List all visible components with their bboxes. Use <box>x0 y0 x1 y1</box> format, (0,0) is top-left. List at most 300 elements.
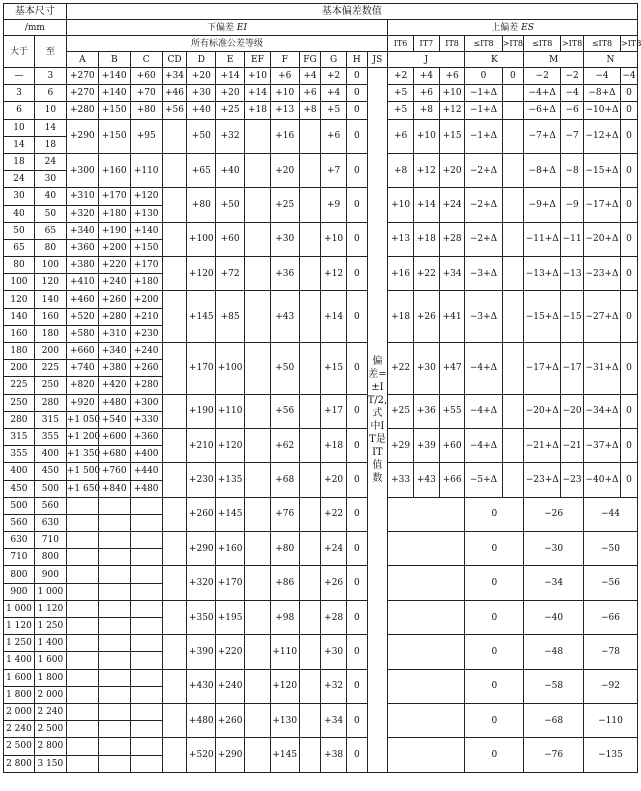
size-over: 900 <box>4 583 35 600</box>
dev-j7: +39 <box>413 428 439 462</box>
dev-j6: +10 <box>388 188 414 222</box>
dev-g: +6 <box>321 119 347 153</box>
size-to: 14 <box>34 119 66 136</box>
dev-fg <box>299 428 321 462</box>
dev-ef: +18 <box>245 102 271 119</box>
dev-e: +290 <box>216 738 245 772</box>
dev-c: +240 <box>130 343 162 360</box>
dev-fg <box>299 188 321 222</box>
dev-b: +150 <box>98 119 130 153</box>
dev-j8: +55 <box>439 394 465 428</box>
size-to: 450 <box>34 463 66 480</box>
dev-h: 0 <box>347 343 368 395</box>
dev-j6: +5 <box>388 102 414 119</box>
letter-h: H <box>347 52 368 68</box>
dev-m: −58 <box>524 669 584 703</box>
letter-fg: FG <box>299 52 321 68</box>
empty-cell <box>245 497 271 531</box>
dev-m2: −20 <box>561 394 584 428</box>
dev-a: +460 <box>66 291 98 308</box>
size-to: 180 <box>34 325 66 342</box>
dev-k: 0 <box>465 703 524 737</box>
dev-k2 <box>502 222 524 256</box>
dev-h: 0 <box>347 497 368 531</box>
dev-fg <box>299 343 321 395</box>
size-to: 3 <box>34 68 66 85</box>
dev-m1: −15+Δ <box>524 291 561 343</box>
grade-k-le: ≤IT8 <box>465 36 502 52</box>
empty-cell <box>388 703 465 737</box>
dev-ef <box>245 428 271 462</box>
dev-j6: +22 <box>388 343 414 395</box>
dev-m2: −7 <box>561 119 584 153</box>
dev-g: +20 <box>321 463 347 497</box>
dev-h: 0 <box>347 738 368 772</box>
dev-c: +180 <box>130 274 162 291</box>
dev-n: −66 <box>583 600 637 634</box>
table-row <box>4 669 638 686</box>
dev-cd <box>162 343 187 395</box>
size-over: 315 <box>4 428 35 445</box>
dev-d: +65 <box>187 153 216 187</box>
size-to: 225 <box>34 360 66 377</box>
dev-d: +430 <box>187 669 216 703</box>
dev-j7: +8 <box>413 102 439 119</box>
dev-h: 0 <box>347 394 368 428</box>
size-to: 800 <box>34 549 66 566</box>
dev-m2: −21 <box>561 428 584 462</box>
dev-n2: 0 <box>621 102 638 119</box>
dev-k2 <box>502 119 524 153</box>
dev-a: +360 <box>66 239 98 256</box>
dev-m: −34 <box>524 566 584 600</box>
dev-h: 0 <box>347 153 368 187</box>
size-to: 3 150 <box>34 755 66 772</box>
dev-n2: 0 <box>621 343 638 395</box>
dev-b: +380 <box>98 360 130 377</box>
dev-e: +110 <box>216 394 245 428</box>
dev-f: +120 <box>270 669 299 703</box>
dev-h: 0 <box>347 102 368 119</box>
empty-cell <box>245 738 271 772</box>
dev-c: +120 <box>130 188 162 205</box>
dev-c: +210 <box>130 308 162 325</box>
dev-a: +310 <box>66 188 98 205</box>
dev-k: 0 <box>465 532 524 566</box>
dev-f: +98 <box>270 600 299 634</box>
dev-c: +440 <box>130 463 162 480</box>
empty-cell <box>98 635 130 652</box>
dev-m: −76 <box>524 738 584 772</box>
dev-m: −30 <box>524 532 584 566</box>
dev-m2: −2 <box>561 68 584 85</box>
dev-d: +120 <box>187 257 216 291</box>
dev-ef <box>245 257 271 291</box>
dev-f: +30 <box>270 222 299 256</box>
dev-f: +76 <box>270 497 299 531</box>
dev-n2: 0 <box>621 394 638 428</box>
dev-g: +30 <box>321 635 347 669</box>
dev-fg: +6 <box>299 85 321 102</box>
empty-cell <box>388 635 465 669</box>
dev-m1: −20+Δ <box>524 394 561 428</box>
table-body <box>4 4 641 773</box>
dev-a: +270 <box>66 85 98 102</box>
empty-cell <box>130 738 162 755</box>
dev-ef <box>245 463 271 497</box>
size-to: 400 <box>34 446 66 463</box>
dev-a: +820 <box>66 377 98 394</box>
dev-f: +36 <box>270 257 299 291</box>
letter-k: K <box>465 52 524 68</box>
size-over: 200 <box>4 360 35 377</box>
letter-m: M <box>524 52 584 68</box>
dev-a: +300 <box>66 153 98 187</box>
dev-j8: +6 <box>439 68 465 85</box>
dev-h: 0 <box>347 600 368 634</box>
dev-d: +480 <box>187 703 216 737</box>
dev-g: +17 <box>321 394 347 428</box>
dev-cd <box>162 222 187 256</box>
size-over: 40 <box>4 205 35 222</box>
dev-cd: +56 <box>162 102 187 119</box>
letter-g: G <box>321 52 347 68</box>
table-row <box>4 291 638 308</box>
dev-e: +100 <box>216 343 245 395</box>
dev-g: +38 <box>321 738 347 772</box>
dev-n2: 0 <box>621 188 638 222</box>
dev-b: +190 <box>98 222 130 239</box>
size-to: 10 <box>34 102 66 119</box>
dev-j7: +43 <box>413 463 439 497</box>
letter-b: B <box>98 52 130 68</box>
dev-g: +15 <box>321 343 347 395</box>
dev-n2: 0 <box>621 291 638 343</box>
dev-fg <box>299 394 321 428</box>
size-to: 1 800 <box>34 669 66 686</box>
dev-a: +580 <box>66 325 98 342</box>
dev-h: 0 <box>347 257 368 291</box>
dev-k1: −3+Δ <box>465 291 502 343</box>
size-to: 1 250 <box>34 618 66 635</box>
empty-cell <box>299 532 321 566</box>
dev-k2 <box>502 463 524 497</box>
letter-ef: EF <box>245 52 271 68</box>
dev-j7: +18 <box>413 222 439 256</box>
table-row <box>4 343 638 360</box>
empty-cell <box>98 514 130 531</box>
dev-fg <box>299 119 321 153</box>
dev-k2: 0 <box>502 68 524 85</box>
empty-cell <box>245 532 271 566</box>
size-over: 355 <box>4 446 35 463</box>
dev-d: +350 <box>187 600 216 634</box>
dev-c: +110 <box>130 153 162 187</box>
dev-g: +34 <box>321 703 347 737</box>
dev-c: +400 <box>130 446 162 463</box>
dev-k1: −4+Δ <box>465 428 502 462</box>
size-over: 65 <box>4 239 35 256</box>
empty-cell <box>130 618 162 635</box>
dev-c: +170 <box>130 257 162 274</box>
size-over: 280 <box>4 411 35 428</box>
empty-cell <box>388 669 465 703</box>
letter-j: J <box>388 52 465 68</box>
dev-m1: −11+Δ <box>524 222 561 256</box>
dev-k2 <box>502 188 524 222</box>
dev-j6: +5 <box>388 85 414 102</box>
dev-h: 0 <box>347 119 368 153</box>
dev-d: +170 <box>187 343 216 395</box>
dev-m: −68 <box>524 703 584 737</box>
dev-a: +410 <box>66 274 98 291</box>
dev-ef <box>245 119 271 153</box>
dev-k1: −5+Δ <box>465 463 502 497</box>
size-over: 1 000 <box>4 600 35 617</box>
fundamental-values-header: 基本偏差数值 <box>66 4 637 20</box>
dev-m: −26 <box>524 497 584 531</box>
dev-ef <box>245 222 271 256</box>
dev-a: +740 <box>66 360 98 377</box>
size-over: 6 <box>4 102 35 119</box>
dev-k1: −2+Δ <box>465 222 502 256</box>
dev-c: +140 <box>130 222 162 239</box>
dev-b: +140 <box>98 85 130 102</box>
dev-c: +260 <box>130 360 162 377</box>
size-over: 10 <box>4 119 35 136</box>
dev-m2: −15 <box>561 291 584 343</box>
table-row <box>4 428 638 445</box>
size-over: 630 <box>4 532 35 549</box>
empty-cell <box>130 566 162 583</box>
dev-c: +230 <box>130 325 162 342</box>
dev-f: +86 <box>270 566 299 600</box>
empty-cell <box>66 721 98 738</box>
dev-fg <box>299 291 321 343</box>
dev-g: +5 <box>321 102 347 119</box>
dev-k: 0 <box>465 738 524 772</box>
dev-e: +72 <box>216 257 245 291</box>
dev-ef <box>245 153 271 187</box>
dev-f: +62 <box>270 428 299 462</box>
dev-j7: +4 <box>413 68 439 85</box>
dev-j8: +28 <box>439 222 465 256</box>
dev-c: +360 <box>130 428 162 445</box>
dev-k2 <box>502 257 524 291</box>
empty-cell <box>130 669 162 686</box>
size-over: 30 <box>4 188 35 205</box>
empty-cell <box>299 703 321 737</box>
empty-cell <box>98 669 130 686</box>
empty-cell <box>98 566 130 583</box>
size-to: 1 120 <box>34 600 66 617</box>
dev-c: +300 <box>130 394 162 411</box>
size-over: 2 800 <box>4 755 35 772</box>
size-to: 6 <box>34 85 66 102</box>
dev-e: +20 <box>216 85 245 102</box>
size-to: 100 <box>34 257 66 274</box>
empty-cell <box>299 497 321 531</box>
empty-cell <box>98 755 130 772</box>
dev-m1: −17+Δ <box>524 343 561 395</box>
dev-b: +240 <box>98 274 130 291</box>
dev-a: +290 <box>66 119 98 153</box>
dev-cd: +46 <box>162 85 187 102</box>
dev-e: +32 <box>216 119 245 153</box>
empty-cell <box>388 738 465 772</box>
size-over: 140 <box>4 308 35 325</box>
table-row <box>4 257 638 274</box>
dev-d: +20 <box>187 68 216 85</box>
table-row <box>4 119 638 136</box>
dev-h: 0 <box>347 68 368 85</box>
grade-m-gt: >IT8 <box>561 36 584 52</box>
dev-f: +110 <box>270 635 299 669</box>
size-over: 400 <box>4 463 35 480</box>
dev-k: 0 <box>465 497 524 531</box>
dev-m2: −17 <box>561 343 584 395</box>
dev-j7: +14 <box>413 188 439 222</box>
dev-a: +1 500 <box>66 463 98 480</box>
fundamental-deviation-table <box>3 3 641 773</box>
empty-cell <box>388 566 465 600</box>
dev-g: +14 <box>321 291 347 343</box>
table-row <box>4 703 638 720</box>
dev-j7: +12 <box>413 153 439 187</box>
dev-j8: +60 <box>439 428 465 462</box>
empty-cell <box>299 738 321 772</box>
dev-a: +660 <box>66 343 98 360</box>
all-grades-header: 所有标准公差等级 <box>66 36 387 52</box>
dev-h: 0 <box>347 222 368 256</box>
dev-b: +260 <box>98 291 130 308</box>
dev-n2: 0 <box>621 153 638 187</box>
dev-k2 <box>502 394 524 428</box>
dev-d: +210 <box>187 428 216 462</box>
dev-k: 0 <box>465 566 524 600</box>
letter-js: JS <box>367 52 388 68</box>
dev-n: −92 <box>583 669 637 703</box>
size-to: 710 <box>34 532 66 549</box>
dev-k2 <box>502 102 524 119</box>
dev-fg <box>299 257 321 291</box>
dev-d: +30 <box>187 85 216 102</box>
dev-a: +270 <box>66 68 98 85</box>
dev-n: −56 <box>583 566 637 600</box>
dev-n1: −4 <box>583 68 620 85</box>
empty-cell <box>388 600 465 634</box>
empty-cell <box>130 514 162 531</box>
dev-n1: −37+Δ <box>583 428 620 462</box>
dev-g: +9 <box>321 188 347 222</box>
dev-e: +85 <box>216 291 245 343</box>
size-to: 2 500 <box>34 721 66 738</box>
empty-cell <box>66 497 98 514</box>
size-over: 120 <box>4 291 35 308</box>
dev-f: +130 <box>270 703 299 737</box>
empty-cell <box>162 600 187 634</box>
empty-cell <box>66 566 98 583</box>
dev-b: +540 <box>98 411 130 428</box>
dev-h: 0 <box>347 566 368 600</box>
dev-j8: +41 <box>439 291 465 343</box>
dev-n2: 0 <box>621 85 638 102</box>
dev-j6: +8 <box>388 153 414 187</box>
dev-e: +40 <box>216 153 245 187</box>
dev-a: +280 <box>66 102 98 119</box>
empty-cell <box>130 652 162 669</box>
dev-j7: +10 <box>413 119 439 153</box>
empty-cell <box>299 600 321 634</box>
lower-deviation-header: 下偏差 EI <box>66 20 387 36</box>
size-over: 225 <box>4 377 35 394</box>
dev-n: −44 <box>583 497 637 531</box>
dev-f: +16 <box>270 119 299 153</box>
dev-n1: −23+Δ <box>583 257 620 291</box>
size-to: 315 <box>34 411 66 428</box>
dev-c: +80 <box>130 102 162 119</box>
dev-n1: −12+Δ <box>583 119 620 153</box>
dev-k2 <box>502 153 524 187</box>
dev-e: +120 <box>216 428 245 462</box>
size-over: 100 <box>4 274 35 291</box>
dev-ef <box>245 188 271 222</box>
dev-j8: +15 <box>439 119 465 153</box>
dev-m1: −4+Δ <box>524 85 561 102</box>
size-to: 2 000 <box>34 686 66 703</box>
dev-n1: −31+Δ <box>583 343 620 395</box>
dev-e: +50 <box>216 188 245 222</box>
dev-e: +14 <box>216 68 245 85</box>
dev-g: +32 <box>321 669 347 703</box>
table-row <box>4 566 638 583</box>
dev-j6: +29 <box>388 428 414 462</box>
dev-k1: −4+Δ <box>465 394 502 428</box>
dev-m1: −8+Δ <box>524 153 561 187</box>
empty-cell <box>66 703 98 720</box>
dev-cd: +34 <box>162 68 187 85</box>
dev-n2: 0 <box>621 119 638 153</box>
letter-cd: CD <box>162 52 187 68</box>
size-to: 24 <box>34 153 66 170</box>
grade-it6: IT6 <box>388 36 414 52</box>
empty-cell <box>66 652 98 669</box>
letter-c: C <box>130 52 162 68</box>
dev-fg: +8 <box>299 102 321 119</box>
grade-n-gt: >IT8 <box>621 36 638 52</box>
dev-e: +220 <box>216 635 245 669</box>
dev-d: +230 <box>187 463 216 497</box>
size-to: 30 <box>34 171 66 188</box>
dev-e: +195 <box>216 600 245 634</box>
dev-k: 0 <box>465 635 524 669</box>
size-over: 500 <box>4 497 35 514</box>
empty-cell <box>130 497 162 514</box>
dev-g: +4 <box>321 85 347 102</box>
dev-g: +2 <box>321 68 347 85</box>
size-to: 280 <box>34 394 66 411</box>
dev-k1: −1+Δ <box>465 119 502 153</box>
empty-cell <box>98 600 130 617</box>
dev-k1: −2+Δ <box>465 188 502 222</box>
table-row <box>4 102 638 119</box>
dev-fg: +4 <box>299 68 321 85</box>
dev-k1: −2+Δ <box>465 153 502 187</box>
dev-c: +150 <box>130 239 162 256</box>
table-row <box>4 153 638 170</box>
size-over: 450 <box>4 480 35 497</box>
dev-f: +10 <box>270 85 299 102</box>
